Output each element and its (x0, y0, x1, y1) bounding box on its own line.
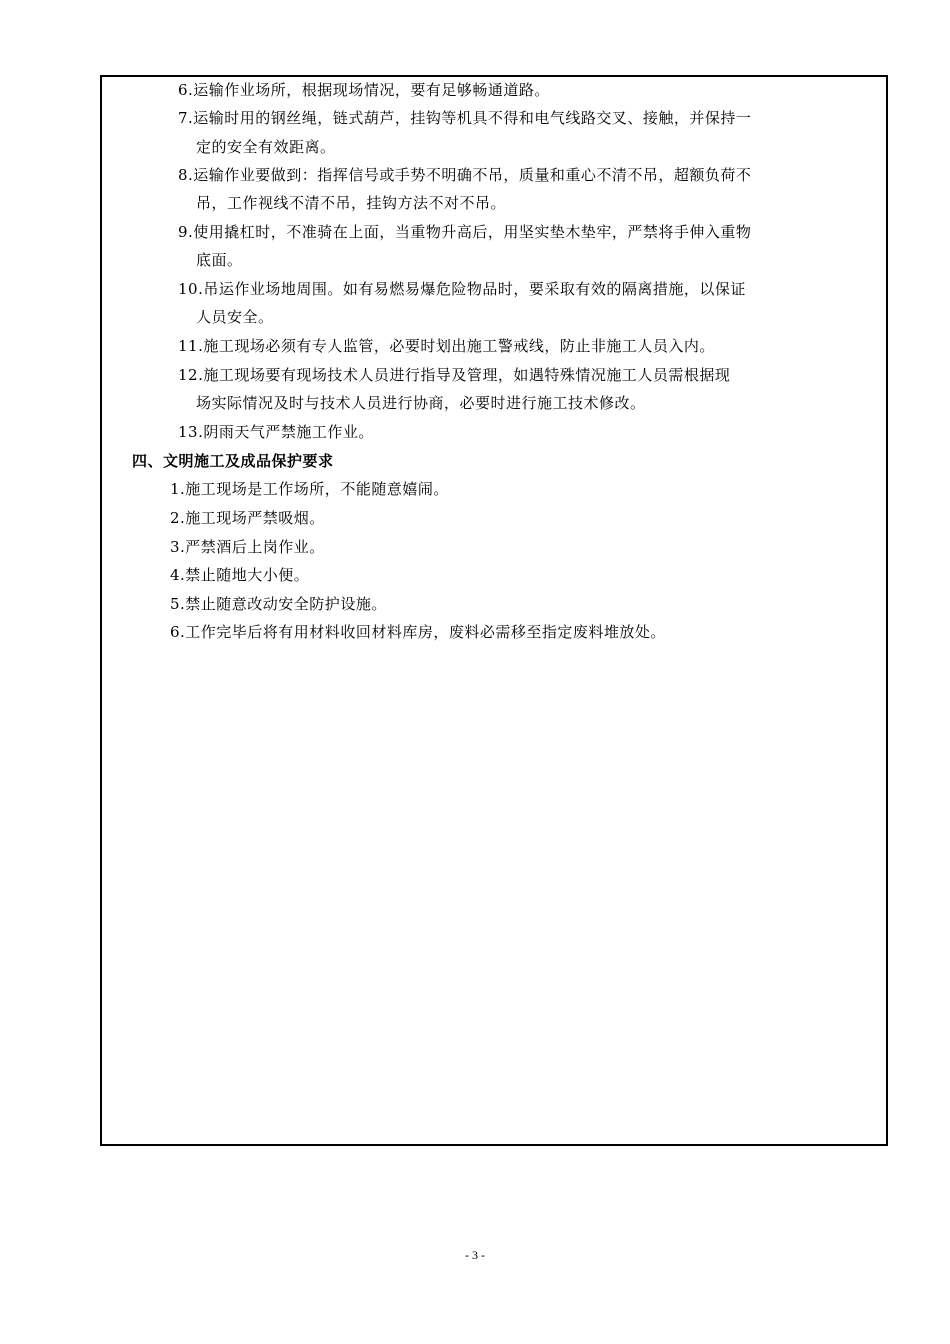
document-frame (100, 75, 888, 1146)
item-9-line-2: 底面。 (196, 251, 243, 269)
section-4-heading: 四、文明施工及成品保护要求 (132, 452, 334, 470)
section-4-item-2: 2.施工现场严禁吸烟。 (170, 509, 325, 527)
item-6-line-1: 6.运输作业场所，根据现场情况，要有足够畅通道路。 (178, 81, 550, 99)
item-10-line-1: 10.吊运作业场地周围。如有易燃易爆危险物品时，要采取有效的隔离措施，以保证 (178, 280, 746, 298)
section-4-item-4: 4.禁止随地大小便。 (170, 566, 310, 584)
item-8-line-1: 8.运输作业要做到：指挥信号或手势不明确不吊，质量和重心不清不吊，超额负荷不 (178, 166, 752, 184)
item-8-line-2: 吊，工作视线不清不吊，挂钩方法不对不吊。 (196, 194, 507, 212)
item-11-line-1: 11.施工现场必须有专人监管，必要时划出施工警戒线，防止非施工人员入内。 (178, 337, 715, 355)
item-12-line-1: 12.施工现场要有现场技术人员进行指导及管理，如遇特殊情况施工人员需根据现 (178, 366, 731, 384)
page-number: - 3 - (465, 1248, 485, 1262)
item-9-line-1: 9.使用撬杠时，不准骑在上面，当重物升高后，用坚实垫木垫牢，严禁将手伸入重物 (178, 223, 752, 241)
item-10-line-2: 人员安全。 (196, 308, 274, 326)
item-7-line-1: 7.运输时用的钢丝绳，链式葫芦，挂钩等机具不得和电气线路交叉、接触，并保持一 (178, 109, 752, 127)
section-4-item-5: 5.禁止随意改动安全防护设施。 (170, 595, 387, 613)
section-4-item-6: 6.工作完毕后将有用材料收回材料库房，废料必需移至指定废料堆放处。 (170, 623, 666, 641)
item-7-line-2: 定的安全有效距离。 (196, 138, 336, 156)
item-12-line-2: 场实际情况及时与技术人员进行协商，必要时进行施工技术修改。 (196, 394, 646, 412)
item-13-line-1: 13.阴雨天气严禁施工作业。 (178, 423, 374, 441)
section-4-item-1: 1.施工现场是工作场所，不能随意嬉闹。 (170, 480, 449, 498)
section-4-item-3: 3.严禁酒后上岗作业。 (170, 538, 325, 556)
